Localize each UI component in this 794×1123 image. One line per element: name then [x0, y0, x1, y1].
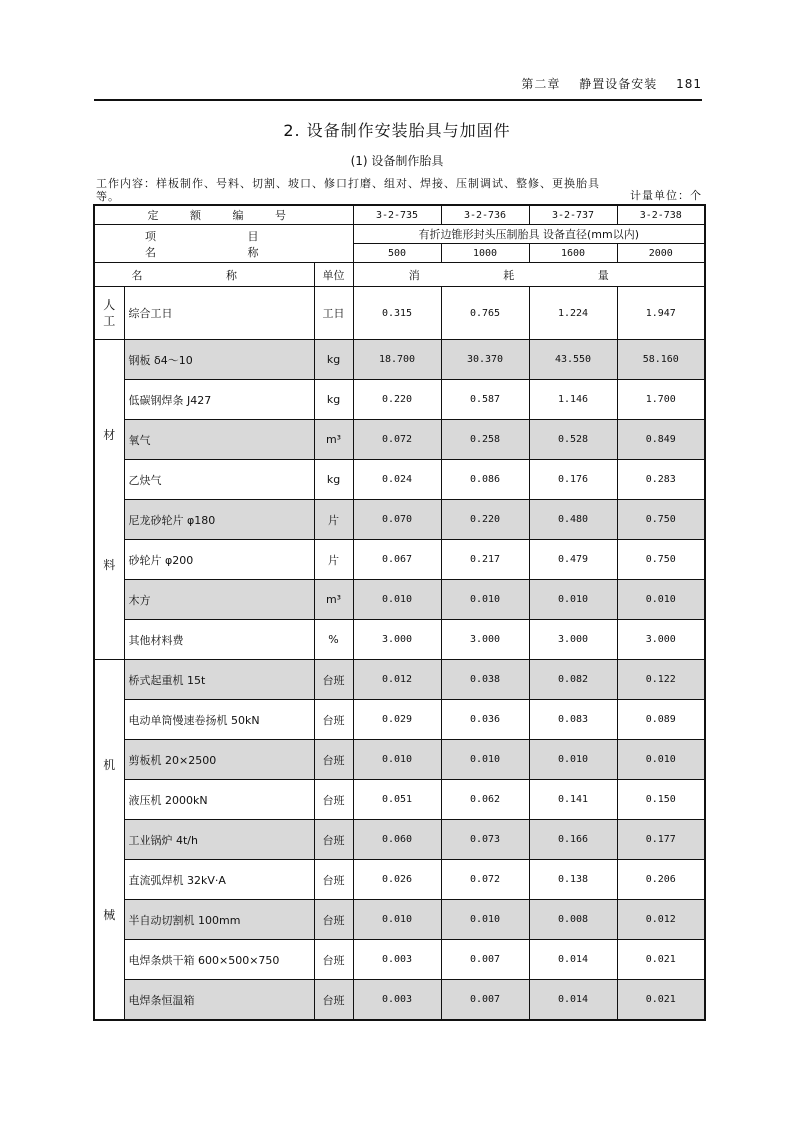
- consumption-value: 0.480: [529, 500, 617, 540]
- consumption-value: 0.166: [529, 820, 617, 860]
- resource-unit: 台班: [314, 780, 353, 820]
- resource-unit: 片: [314, 500, 353, 540]
- consumption-value: 0.177: [617, 820, 705, 860]
- table-row: [94, 740, 705, 780]
- resource-name: 剪板机 20×2500: [124, 740, 314, 780]
- consumption-value: 0.008: [529, 900, 617, 940]
- work-content: 工作内容：样板制作、号料、切割、坡口、修口打磨、组对、焊接、压制调试、整修、更换胎具等。: [96, 177, 600, 203]
- table-row: [94, 500, 705, 540]
- code-cell: 3-2-737: [529, 205, 617, 225]
- consumption-value: 0.026: [353, 860, 441, 900]
- resource-name: 尼龙砂轮片 φ180: [124, 500, 314, 540]
- running-header: [507, 75, 702, 92]
- consumption-value: 43.550: [529, 340, 617, 380]
- consumption-value: 0.150: [617, 780, 705, 820]
- resource-unit: 台班: [314, 740, 353, 780]
- resource-unit: m³: [314, 420, 353, 460]
- table-row: [94, 660, 705, 700]
- header-rule: [94, 99, 702, 101]
- consumption-value: 1.700: [617, 380, 705, 420]
- consumption-value: 0.010: [617, 580, 705, 620]
- category-label: 械: [103, 907, 116, 922]
- consumption-value: 0.029: [353, 700, 441, 740]
- consumption-value: 0.258: [441, 420, 529, 460]
- consumption-value: 0.220: [441, 500, 529, 540]
- consumption-value: 0.003: [353, 940, 441, 980]
- resource-name: 其他材料费: [124, 620, 314, 660]
- resource-unit: 台班: [314, 820, 353, 860]
- resource-unit: 台班: [314, 980, 353, 1021]
- table-row: [94, 580, 705, 620]
- measure-unit: 计量单位：个: [630, 189, 702, 202]
- resource-unit: m³: [314, 580, 353, 620]
- resource-name: 低碳钢焊条 J427: [124, 380, 314, 420]
- resource-name: 钢板 δ4～10: [124, 340, 314, 380]
- resource-unit: 台班: [314, 660, 353, 700]
- table-row: [94, 340, 705, 380]
- resource-unit: 片: [314, 540, 353, 580]
- resource-name: 电焊条恒温箱: [124, 980, 314, 1021]
- resource-name: 乙炔气: [124, 460, 314, 500]
- consumption-value: 3.000: [617, 620, 705, 660]
- code-row: [94, 205, 705, 225]
- consumption-value: 0.141: [529, 780, 617, 820]
- consumption-value: 0.036: [441, 700, 529, 740]
- consumption-value: 0.070: [353, 500, 441, 540]
- consumption-value: 0.010: [529, 740, 617, 780]
- category-cell: [94, 287, 124, 340]
- consumption-value: 0.072: [441, 860, 529, 900]
- consumption-value: 0.010: [353, 740, 441, 780]
- consumption-value: 3.000: [441, 620, 529, 660]
- consumption-value: 0.073: [441, 820, 529, 860]
- consumption-value: 0.010: [529, 580, 617, 620]
- resource-unit: 台班: [314, 900, 353, 940]
- page-number: 181: [676, 77, 702, 91]
- category-cell: [94, 660, 124, 1021]
- table-row: [94, 540, 705, 580]
- consumption-value: 0.206: [617, 860, 705, 900]
- consumption-value: 0.014: [529, 940, 617, 980]
- consumption-value: 0.038: [441, 660, 529, 700]
- table-row: [94, 620, 705, 660]
- resource-unit: kg: [314, 380, 353, 420]
- consumption-value: 0.021: [617, 940, 705, 980]
- resource-name: 半自动切割机 100mm: [124, 900, 314, 940]
- consumption-value: 0.750: [617, 500, 705, 540]
- resource-unit: 工日: [314, 287, 353, 340]
- table-row: [94, 460, 705, 500]
- consumption-value: 0.315: [353, 287, 441, 340]
- consumption-value: 0.010: [353, 900, 441, 940]
- consumption-value: 0.012: [353, 660, 441, 700]
- resource-unit: 台班: [314, 860, 353, 900]
- resource-name: 综合工日: [124, 287, 314, 340]
- consumption-value: 0.010: [441, 580, 529, 620]
- resource-unit: kg: [314, 340, 353, 380]
- diameter-cell: 2000: [617, 244, 705, 263]
- unit-header: 单位: [314, 263, 353, 287]
- consumption-value: 0.007: [441, 980, 529, 1021]
- table-row: [94, 420, 705, 460]
- consumption-value: 0.750: [617, 540, 705, 580]
- consumption-value: 0.849: [617, 420, 705, 460]
- diameter-cell: 1600: [529, 244, 617, 263]
- category-label: 料: [103, 557, 116, 572]
- code-cell: 3-2-735: [353, 205, 441, 225]
- consumption-value: 0.089: [617, 700, 705, 740]
- consumption-value: 0.528: [529, 420, 617, 460]
- code-cell: 3-2-738: [617, 205, 705, 225]
- resource-name: 氧气: [124, 420, 314, 460]
- consumption-value: 1.224: [529, 287, 617, 340]
- consumption-value: 0.138: [529, 860, 617, 900]
- consumption-value: 0.021: [617, 980, 705, 1021]
- consumption-value: 1.146: [529, 380, 617, 420]
- consumption-value: 0.014: [529, 980, 617, 1021]
- item-label: 项 目 名 称: [94, 225, 353, 263]
- consumption-value: 0.012: [617, 900, 705, 940]
- resource-unit: %: [314, 620, 353, 660]
- resource-unit: 台班: [314, 940, 353, 980]
- resource-name: 木方: [124, 580, 314, 620]
- section-label: 静置设备安装: [579, 77, 658, 91]
- consumption-value: 0.051: [353, 780, 441, 820]
- consumption-value: 0.003: [353, 980, 441, 1021]
- item-description: 有折边锥形封头压制胎具 设备直径(mm以内): [353, 225, 705, 244]
- code-cell: 3-2-736: [441, 205, 529, 225]
- quota-table: [93, 204, 706, 1021]
- consumption-value: 0.217: [441, 540, 529, 580]
- name-header: 名 称: [94, 263, 314, 287]
- consumption-value: 0.010: [441, 740, 529, 780]
- consumption-value: 0.062: [441, 780, 529, 820]
- table-row: [94, 287, 705, 340]
- table-row: [94, 860, 705, 900]
- consumption-value: 0.010: [441, 900, 529, 940]
- resource-unit: 台班: [314, 700, 353, 740]
- diameter-cell: 1000: [441, 244, 529, 263]
- page-subtitle: (1) 设备制作胎具: [350, 154, 444, 168]
- consumption-value: 3.000: [353, 620, 441, 660]
- resource-name: 桥式起重机 15t: [124, 660, 314, 700]
- consumption-value: 30.370: [441, 340, 529, 380]
- consumption-value: 0.010: [617, 740, 705, 780]
- consumption-value: 0.007: [441, 940, 529, 980]
- consumption-value: 0.024: [353, 460, 441, 500]
- consumption-value: 0.587: [441, 380, 529, 420]
- consumption-value: 18.700: [353, 340, 441, 380]
- consumption-value: 58.160: [617, 340, 705, 380]
- resource-unit: kg: [314, 460, 353, 500]
- consumption-value: 0.283: [617, 460, 705, 500]
- table-row: [94, 820, 705, 860]
- category-cell: [94, 340, 124, 660]
- category-label: 材: [103, 427, 116, 442]
- consumption-value: 0.060: [353, 820, 441, 860]
- consumption-value: 0.176: [529, 460, 617, 500]
- consumption-value: 0.083: [529, 700, 617, 740]
- resource-name: 电动单筒慢速卷扬机 50kN: [124, 700, 314, 740]
- table-row: [94, 780, 705, 820]
- consumption-value: 3.000: [529, 620, 617, 660]
- chapter-label: 第二章: [521, 77, 561, 91]
- consumption-value: 0.122: [617, 660, 705, 700]
- resource-name: 砂轮片 φ200: [124, 540, 314, 580]
- consumption-value: 0.072: [353, 420, 441, 460]
- table-row: [94, 980, 705, 1021]
- resource-name: 电焊条烘干箱 600×500×750: [124, 940, 314, 980]
- resource-name: 工业锅炉 4t/h: [124, 820, 314, 860]
- consumption-value: 0.067: [353, 540, 441, 580]
- consumption-value: 0.765: [441, 287, 529, 340]
- consumption-value: 0.082: [529, 660, 617, 700]
- resource-name: 直流弧焊机 32kV·A: [124, 860, 314, 900]
- category-label: 人工: [103, 297, 116, 328]
- consumption-value: 1.947: [617, 287, 705, 340]
- diameter-cell: 500: [353, 244, 441, 263]
- table-row: [94, 700, 705, 740]
- consumption-value: 0.086: [441, 460, 529, 500]
- column-header-row: [94, 263, 705, 287]
- consumption-header: 消 耗 量: [353, 263, 705, 287]
- table-row: [94, 900, 705, 940]
- page-title: 2. 设备制作安装胎具与加固件: [283, 121, 511, 140]
- item-desc-row: [94, 225, 705, 244]
- table-row: [94, 380, 705, 420]
- code-label: 定 额 编 号: [94, 205, 353, 225]
- category-label: 机: [103, 757, 116, 772]
- resource-name: 液压机 2000kN: [124, 780, 314, 820]
- consumption-value: 0.220: [353, 380, 441, 420]
- consumption-value: 0.010: [353, 580, 441, 620]
- consumption-value: 0.479: [529, 540, 617, 580]
- table-row: [94, 940, 705, 980]
